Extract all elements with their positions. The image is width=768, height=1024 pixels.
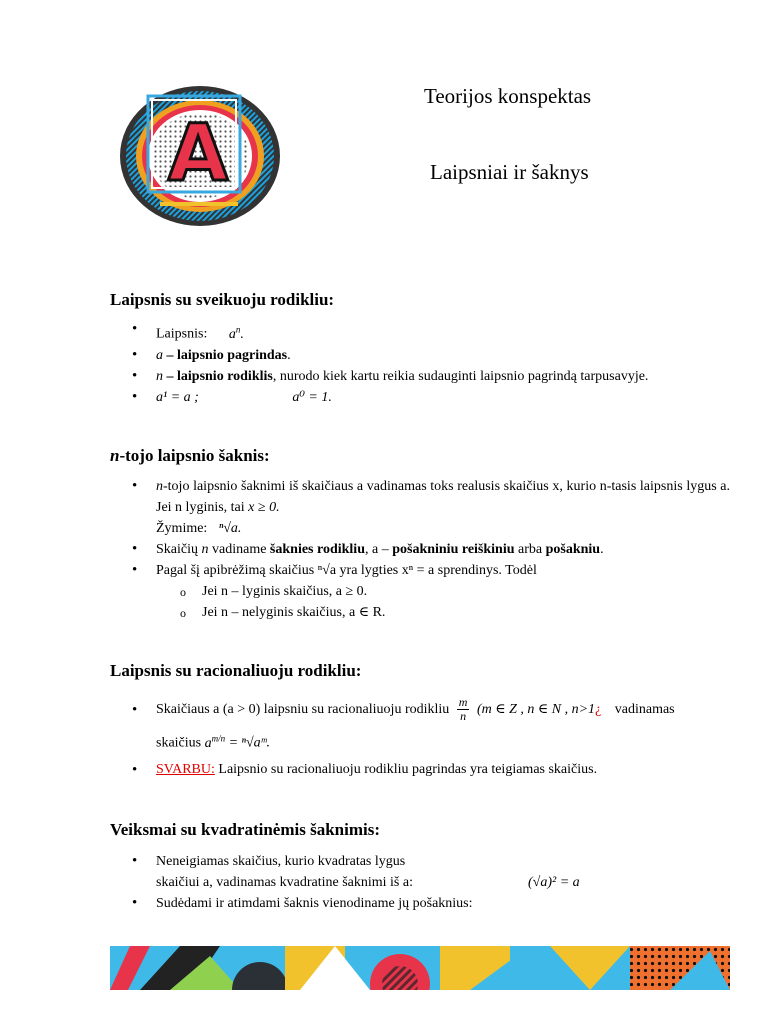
list-item: • Skaičių n vadiname šaknies rodikliu, a – pošakniniu reiškiniu arba pošakniu. [110,539,730,560]
fraction-m-over-n: $\frac{m}{n}$ [458,695,468,724]
list-item: • a¹ = a ; a⁰ = 1. [110,387,730,408]
warning-label: SVARBU: [156,761,215,777]
sublist-item: o Jei n – lyginis skaičius, a ≥ 0. [110,581,730,602]
list-item: • n-tojo laipsnio šaknimi iš skaičiaus a vadinamas toks realusis skaičius x, kurio n-tasis laipsnis lygus a. Jei n lyginis, tai x ≥ 0. Žymime: ⁿ√a. [110,476,730,539]
list-item: • SVARBU: Laipsnio su racionaliuoju rodikliu pagrindas yra teigiamas skaičius. [110,758,730,782]
list-item: • a – laipsnio pagrindas. [110,345,730,366]
logo-image [118,84,282,228]
list-square-roots [110,851,730,914]
list-item: • Skaičiaus a (a > 0) laipsniu su racionaliuoju rodikliu $\frac{m}{n}$ (m ∈ Z , n ∈ N , n>1¿ vadinamas skaičius $a^{m/n}$ = ⁿ√aᵐ. [110,696,730,758]
section-heading-integer-exponent: Laipsnis su sveikuoju rodikliu: [110,290,335,309]
section-heading-square-roots: Veiksmai su kvadratinėmis šaknimis: [110,820,381,839]
section-heading-rational-exponent: Laipsnis su racionaliuoju rodikliu: [110,661,362,680]
decorative-banner-image [110,946,730,990]
section-heading-nth-root: n-tojo laipsnio šaknis: [110,446,270,465]
sublist-conditions [110,581,730,623]
document-subtitle: Laipsniai ir šaknys [430,160,589,184]
logo-letter: A [167,109,229,199]
list-rational-exponent [110,696,730,782]
list-item: • Sudėdami ir atimdami šaknis vienodiname jų pošaknius: [110,893,730,914]
sublist-item: o Jei n – nelyginis skaičius, a ∈ R. [110,602,730,623]
document-title: Teorijos konspektas [424,84,592,108]
list-nth-root [110,476,730,623]
list-item: • Pagal šį apibrėžimą skaičius ⁿ√a yra lygties xⁿ = a sprendinys. Todėl o Jei n – lyginis skaičius, a ≥ 0. o Jei n – nelyginis skaičius, a ∈ R. [110,560,730,623]
list-integer-exponent [110,319,730,408]
list-item: • Neneigiamas skaičius, kurio kvadratas lygus skaičiui a, vadinamas kvadratine šaknimi iš a: (√a)² = a [110,851,730,893]
list-item: • n – laipsnio rodiklis, nurodo kiek kartu reikia sudauginti laipsnio pagrindą tarpusavyje. [110,366,730,387]
list-item: • Laipsnis: $a^n$. [110,319,730,345]
